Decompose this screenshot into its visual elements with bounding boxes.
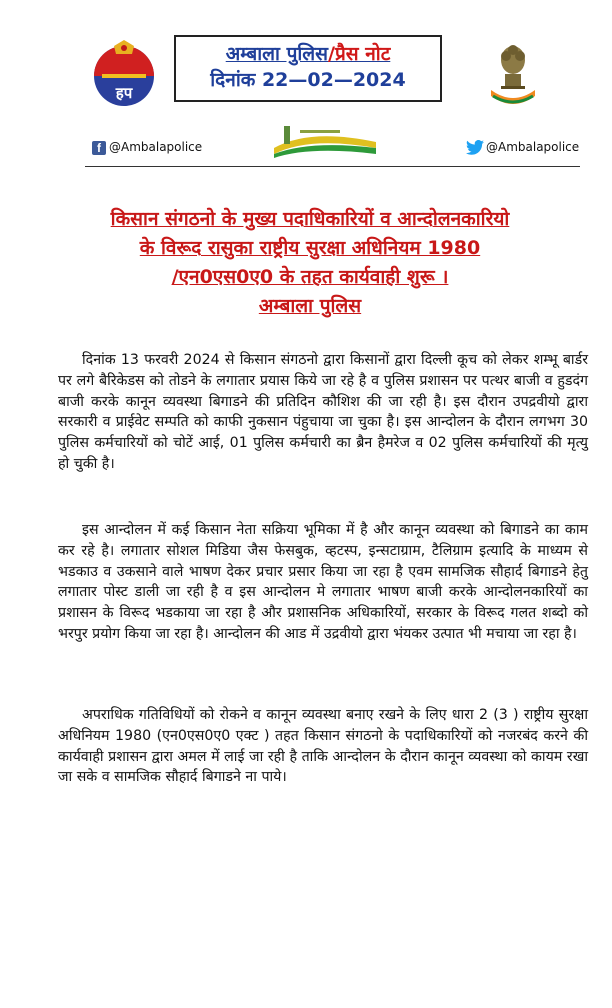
twitter-icon xyxy=(466,140,484,155)
header-divider xyxy=(85,166,580,167)
press-note-header xyxy=(174,35,442,102)
header-title xyxy=(176,41,440,67)
facebook-icon: f xyxy=(92,141,106,155)
headline-line-3: /एन0एस0ए0 के तहत कार्यवाही शुरू । xyxy=(171,266,449,288)
facebook-handle[interactable] xyxy=(92,140,202,155)
header-sep: / xyxy=(328,43,335,65)
body-paragraph-3: अपराधिक गतिविधियों को रोकने व कानून व्यवस्था बनाए रखने के लिए धारा 2 (3 ) राष्ट्रीय सुरक्षा अधिनियम 1980 (एन0एस0ए0 एक्ट ) तहत किसान संगठनो के पदाधिकारियों को नजरबंद करने की कार्यवाही प्रशासन द्वारा अमल में लाई जा रही है ताकि आन्दोलन के दौरान कानून व्यवस्था को कायम रखा जा सके व सामजिक सौहार्द बिगाडने ना पाये। xyxy=(58,707,588,786)
twitter-handle[interactable] xyxy=(466,140,579,155)
body-paragraph-1: दिनांक 13 फरवरी 2024 से किसान संगठनो द्वारा किसानों द्वारा दिल्ली कूच को लेकर शम्भू बार्डर पर लगे बैरिकेडस को तोडने के लगातार प्रयास किये जा रहे है व पुलिस प्रशासन पर पत्थर बाजी व हुडदंग बाजी करके कानून व्यवस्था बिगाडने की प्रतिदिन कौशिश की जा रही है। इस दौरान उपद्रवीयो द्वारा सरकारी व प्राईवेट सम्पति को काफी नुकसान पंहुचाया जा चुका है। इस आन्दोलन के दौरान लगभग 30 पुलिस कर्मचारियों को चोटें आई, 01 पुलिस कर्मचारी का ब्रैन हैमरेज व 02 पुलिस कर्मचारियों की मृत्यु हो चुकी है। xyxy=(58,352,588,472)
body-paragraph-2: इस आन्दोलन में कई किसान नेता सक्रिया भूमिका में है और कानून व्यवस्था को बिगाडने का काम कर रहे है। लगातार सोशल मिडिया जैस फेसबुक, व्हटस्प, इन्सटाग्राम, टैलिग्राम इत्यादि के माध्यम से भडकाउ व उकसाने वाले भाषण देकर प्रचार प्रसार किया जा रहा है एवम सामजिक सौहार्द बिगाडने हेतु लगातार पोस्ट डाली जा रही है व इस आन्दोलन मे लगातार भाषण बाजी करके आन्दोलनकारियों का प्रशासन के विरूद भडकाया जा रहा है और प्रशासनिक अधिकारियों, सरकार के विरूद गलत शब्दो को भरपुर प्रयोग किया जा रहा है। आन्दोलन की आड में उद्रवीयो द्वारा भंयकर उत्पात भी मचाया जा रहा है। xyxy=(58,522,589,642)
twitter-handle-text: @Ambalapolice xyxy=(486,140,580,154)
headline-line-2: के विरूद रासुका राष्ट्रीय सुरक्षा अधिनियम 1980 xyxy=(139,237,481,259)
center-logo-icon xyxy=(270,122,380,160)
header-date: दिनांक 22—02—2024 xyxy=(210,69,406,91)
press-headline xyxy=(40,205,580,321)
headline-line-1: किसान संगठनो के मुख्य पदाधिकारियों व आन्दोलनकारियो xyxy=(110,208,510,230)
facebook-handle-text: @Ambalapolice xyxy=(109,140,203,154)
national-emblem-icon xyxy=(483,36,543,112)
haryana-police-logo-icon xyxy=(88,36,160,108)
headline-line-4: अम्बाला पुलिस xyxy=(258,295,362,317)
header-doc-type: प्रैस नोट xyxy=(334,43,391,65)
logo-text: हप xyxy=(115,84,133,102)
header-org: अम्बाला पुलिस xyxy=(225,43,329,65)
